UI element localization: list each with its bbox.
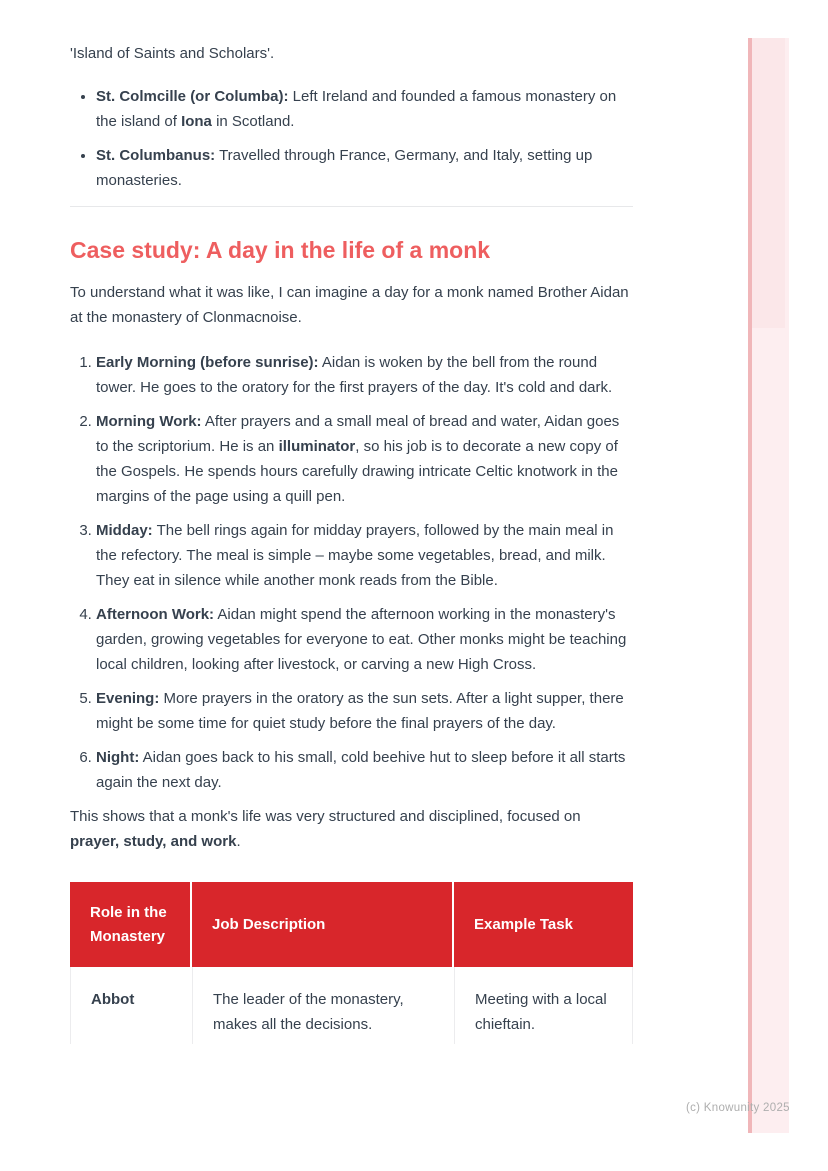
header-cell-job-description: Job Description (192, 882, 454, 967)
case-study-heading: Case study: A day in the life of a monk (70, 237, 491, 263)
list-item-text: Aidan is woken by the bell from the round tower. He goes to the oratory for the first prayers of the day. It's cold and dark. (96, 354, 613, 396)
list-item-lead: Evening: (96, 690, 160, 707)
page-edge-pink-line (748, 38, 752, 1133)
list-item-early-morning (96, 350, 633, 400)
header-cell-example-task: Example Task (474, 915, 573, 933)
cell-role: Abbot (70, 967, 192, 1044)
cell-example-task: Meeting with a local chieftain. (454, 967, 633, 1044)
bullet-text: in Scotland. (211, 113, 295, 130)
cell-job-description: The leader of the monastery, makes all the decisions. (192, 967, 454, 1044)
saints-bullet-list (70, 84, 633, 193)
monastery-roles-table (70, 882, 633, 1044)
table-row-abbot (70, 967, 633, 1044)
document-content (70, 0, 633, 1044)
bullet-text: Travelled through France, Germany, and Italy, setting up monasteries. (96, 147, 593, 189)
list-item-text: The bell rings again for midday prayers, followed by the main meal in the refectory. The meal is simple – maybe some vegetables, bread, and milk. They eat in silence while another monk reads from the Bible. (96, 522, 614, 589)
list-item-text: Aidan might spend the afternoon working in the monastery's garden, growing vegetables for everyone to eat. Other monks might be teaching local children, looking after livestock, or carving a new High Cross. (96, 606, 627, 673)
page-edge-pink-strip-top (752, 38, 785, 328)
list-item-lead: Night: (96, 749, 140, 766)
list-item-morning-work (96, 409, 633, 509)
intro-tail-paragraph: 'Island of Saints and Scholars'. (70, 45, 275, 62)
section-divider (70, 206, 633, 207)
bullet-text: Left Ireland and founded a famous monastery on the island of (96, 88, 617, 130)
bullet-item-columbanus (96, 143, 633, 193)
closing-paragraph (70, 804, 633, 854)
bullet-item-colmcille (96, 84, 633, 134)
bullet-bold-word: Iona (181, 113, 212, 130)
list-item-text: , so his job is to decorate a new copy of the Gospels. He spends hours carefully drawing intricate Celtic knotwork in the margins of the page using a quill pen. (96, 438, 618, 505)
bullet-lead: St. Columbanus: (96, 147, 216, 164)
monk-day-numbered-list (70, 350, 633, 795)
table-header-row (70, 882, 633, 967)
closing-bold-phrase: prayer, study, and work (70, 833, 237, 850)
header-cell-role: Role in the Monastery (70, 882, 192, 967)
list-item-bold-word: illuminator (278, 438, 356, 455)
bullet-lead: St. Colmcille (or Columba): (96, 88, 289, 105)
list-item-lead: Afternoon Work: (96, 606, 215, 623)
list-item-text: Aidan goes back to his small, cold beehive hut to sleep before it all starts again the next day. (96, 749, 626, 791)
list-item-night (96, 745, 633, 795)
list-item-afternoon-work (96, 602, 633, 677)
closing-text: . (236, 833, 241, 850)
list-item-text: More prayers in the oratory as the sun sets. After a light supper, there might be some time for quiet study before the final prayers of the day. (96, 690, 624, 732)
list-item-lead: Morning Work: (96, 413, 202, 430)
copyright-watermark: (c) Knowunity 2025 (686, 1102, 790, 1114)
list-item-text: After prayers and a small meal of bread and water, Aidan goes to the scriptorium. He is an (96, 413, 620, 455)
list-item-lead: Midday: (96, 522, 153, 539)
closing-text: This shows that a monk's life was very structured and disciplined, focused on (70, 808, 581, 825)
list-item-midday (96, 518, 633, 593)
case-study-intro-paragraph: To understand what it was like, I can imagine a day for a monk named Brother Aidan at the monastery of Clonmacnoise. (70, 284, 629, 326)
list-item-lead: Early Morning (before sunrise): (96, 354, 319, 371)
list-item-evening (96, 686, 633, 736)
